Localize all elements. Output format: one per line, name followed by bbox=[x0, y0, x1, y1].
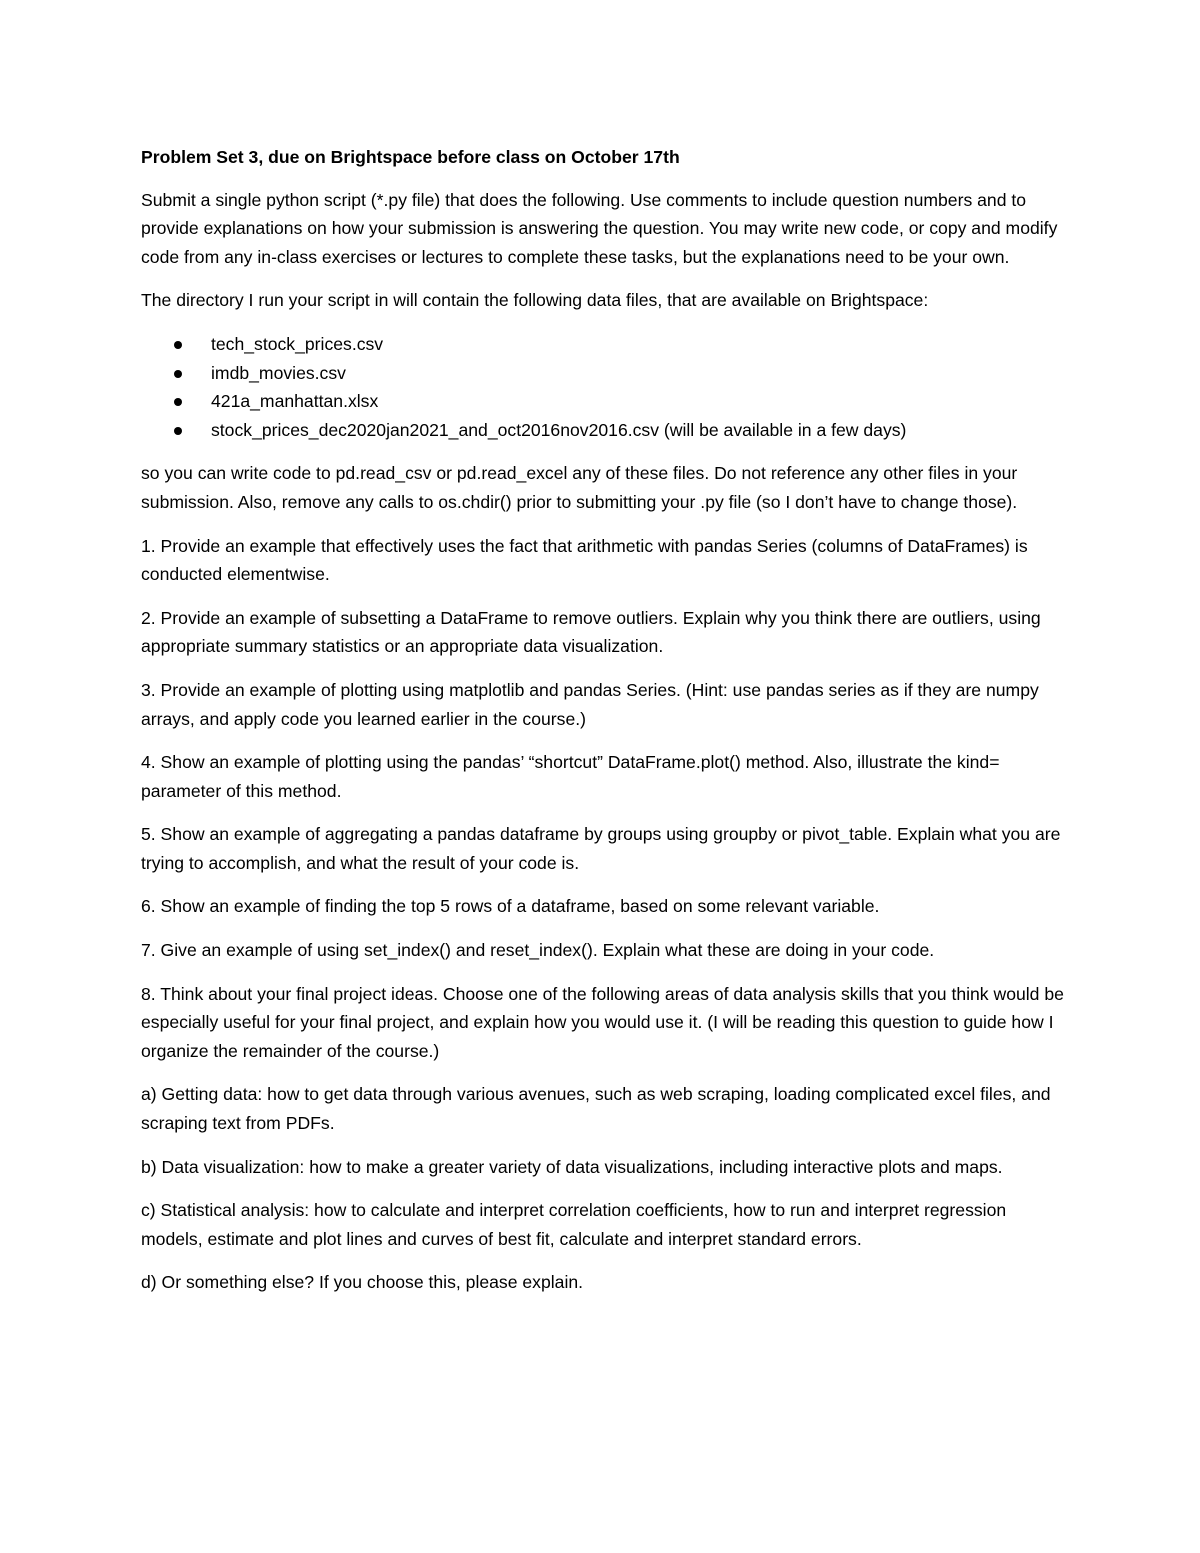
document-page bbox=[141, 143, 1066, 1312]
file-name: stock_prices_dec2020jan2021_and_oct2016nov2016.csv (will be available in a few days) bbox=[211, 419, 907, 440]
bullet-icon bbox=[174, 341, 182, 349]
list-item bbox=[141, 359, 1066, 388]
question-5: 5. Show an example of aggregating a pandas dataframe by groups using groupby or pivot_table. Explain what you are trying to accomplish, and what the result of your code is. bbox=[141, 824, 1061, 873]
list-item bbox=[141, 416, 1066, 445]
read-note: so you can write code to pd.read_csv or pd.read_excel any of these files. Do not reference any other files in your submission. Also, remove any calls to os.chdir() prior to submitting your .py file (so I don’t have to change those). bbox=[141, 463, 1018, 512]
question-7: 7. Give an example of using set_index() and reset_index(). Explain what these are doing in your code. bbox=[141, 940, 935, 961]
question-4: 4. Show an example of plotting using the pandas’ “shortcut” DataFrame.plot() method. Also, illustrate the kind= parameter of this method. bbox=[141, 752, 1000, 801]
option-b: b) Data visualization: how to make a greater variety of data visualizations, including interactive plots and maps. bbox=[141, 1156, 1003, 1177]
file-list bbox=[141, 330, 1066, 444]
file-name: imdb_movies.csv bbox=[211, 362, 346, 383]
document-title: Problem Set 3, due on Brightspace before class on October 17th bbox=[141, 147, 680, 167]
option-c: c) Statistical analysis: how to calculate and interpret correlation coefficients, how to run and interpret regression models, estimate and plot lines and curves of best fit, calculate and interpret standard errors. bbox=[141, 1200, 1007, 1249]
question-3: 3. Provide an example of plotting using matplotlib and pandas Series. (Hint: use pandas series as if they are numpy arrays, and apply code you learned earlier in the course.) bbox=[141, 679, 1039, 729]
option-a: a) Getting data: how to get data through various avenues, such as web scraping, loading complicated excel files, and scraping text from PDFs. bbox=[141, 1084, 1051, 1134]
question-6: 6. Show an example of finding the top 5 rows of a dataframe, based on some relevant variable. bbox=[141, 896, 880, 917]
question-2: 2. Provide an example of subsetting a DataFrame to remove outliers. Explain why you think there are outliers, using appropriate summary statistics or an appropriate data visualization. bbox=[141, 607, 1041, 657]
question-1: 1. Provide an example that effectively uses the fact that arithmetic with pandas Series (columns of DataFrames) is conducted elementwise. bbox=[141, 535, 1028, 585]
list-item bbox=[141, 330, 1066, 359]
file-name: 421a_manhattan.xlsx bbox=[211, 391, 379, 412]
intro-paragraph: Submit a single python script (*.py file) that does the following. Use comments to include question numbers and to provide explanations on how your submission is answering the question. You may write new code, or copy and modify code from any in-class exercises or lectures to complete these tasks, but the explanations need to be your own. bbox=[141, 189, 1058, 267]
question-8: 8. Think about your final project ideas. Choose one of the following areas of data analysis skills that you think would be especially useful for your final project, and explain how you would use it. (I will be reading this question to guide how I organize the remainder of the course.) bbox=[141, 983, 1064, 1061]
bullet-icon bbox=[174, 398, 182, 406]
bullet-icon bbox=[174, 427, 182, 435]
bullet-icon bbox=[174, 370, 182, 378]
file-name: tech_stock_prices.csv bbox=[211, 333, 384, 354]
list-item bbox=[141, 387, 1066, 416]
directory-note: The directory I run your script in will contain the following data files, that are available on Brightspace: bbox=[141, 290, 929, 311]
option-d: d) Or something else? If you choose this, please explain. bbox=[141, 1272, 584, 1293]
